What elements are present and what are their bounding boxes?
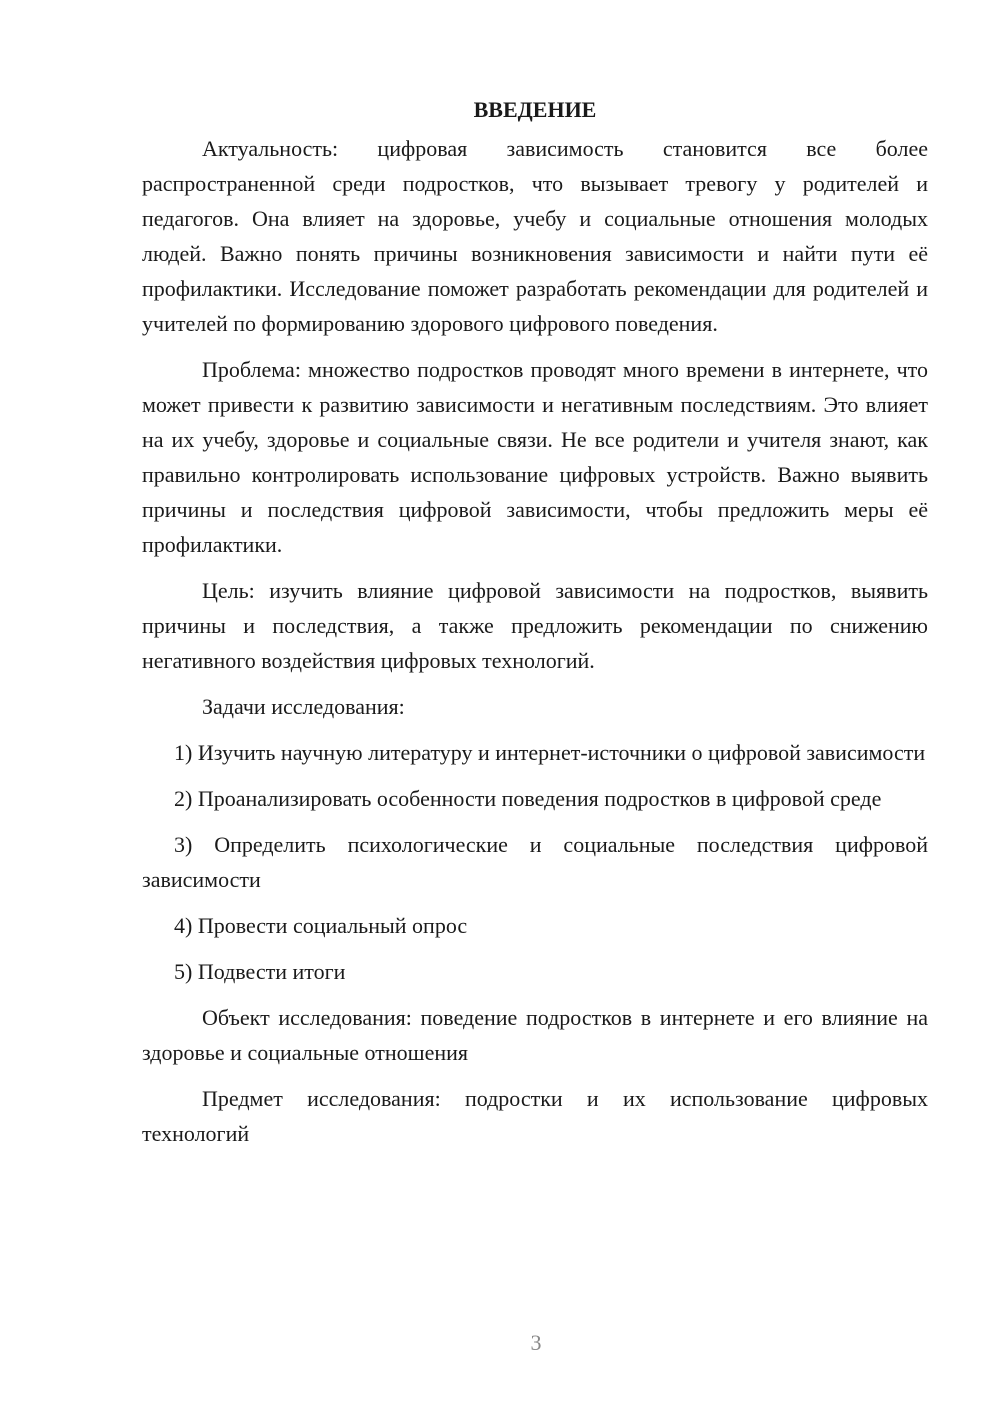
document-page [142,92,928,1162]
paragraph-goal: Цель: изучить влияние цифровой зависимости на подростков, выявить причины и последствия, а также предложить рекомендации по снижению негативного воздействия цифровых технологий. [142,578,928,673]
task-item-5: 5) Подвести итоги [174,959,346,984]
paragraph-object: Объект исследования: поведение подростков в интернете и его влияние на здоровье и социальные отношения [142,1005,928,1065]
paragraph-tasks-heading: Задачи исследования: [202,694,405,719]
task-item-2: 2) Проанализировать особенности поведения подростков в цифровой среде [174,786,882,811]
task-item-1: 1) Изучить научную литературу и интернет-источники о цифровой зависимости [174,740,926,765]
task-item-3: 3) Определить психологические и социальные последствия цифровой зависимости [142,832,928,892]
paragraph-problem: Проблема: множество подростков проводят много времени в интернете, что может привести к развитию зависимости и негативным последствиям. Это влияет на их учебу, здоровье и социальные связи. Не все родители и учителя знают, как правильно контролировать использование цифровых устройств. Важно выявить причины и последствия цифровой зависимости, чтобы предложить меры её профилактики. [142,357,928,557]
page-title: ВВЕДЕНИЕ [473,97,597,122]
task-item-4: 4) Провести социальный опрос [174,913,468,938]
page-number: 3 [530,1330,542,1355]
paragraph-relevance: Актуальность: цифровая зависимость становится все более распространенной среди подростков, что вызывает тревогу у родителей и педагогов. Она влияет на здоровье, учебу и социальные отношения молодых людей. Важно понять причины возникновения зависимости и найти пути её профилактики. Исследование поможет разработать рекомендации для родителей и учителей по формированию здорового цифрового поведения. [142,136,928,336]
paragraph-subject: Предмет исследования: подростки и их использование цифровых технологий [142,1086,928,1146]
